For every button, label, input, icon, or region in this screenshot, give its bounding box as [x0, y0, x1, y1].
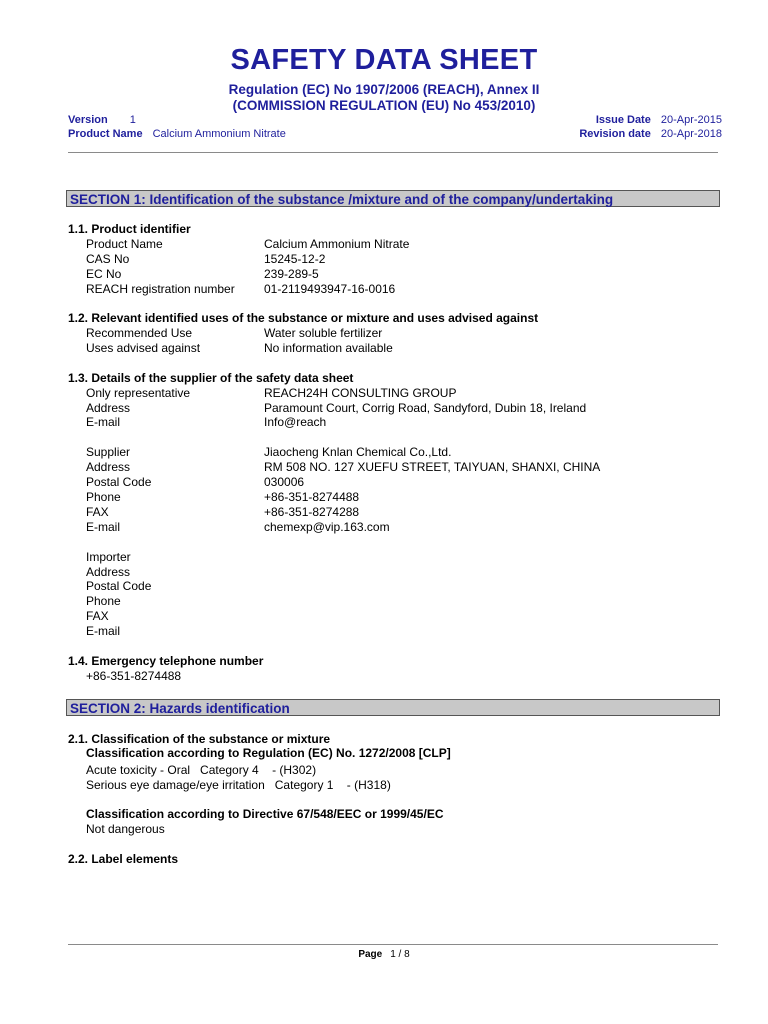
row-label: Phone [86, 594, 121, 608]
clp-heading: Classification according to Regulation (EC) No. 1272/2008 [CLP] [86, 746, 451, 760]
row-label: EC No [86, 267, 122, 281]
product-name-value: Calcium Ammonium Nitrate [152, 128, 286, 140]
row-label: Importer [86, 550, 131, 564]
row-value: chemexp@vip.163.com [264, 520, 390, 534]
issue-date-value: 20-Apr-2015 [660, 114, 722, 126]
page-number: 1 / 8 [390, 949, 410, 960]
row-label: Address [86, 565, 131, 579]
section-1-3-heading: 1.3. Details of the supplier of the safety data sheet [68, 371, 354, 385]
row-label: E-mail [86, 415, 121, 429]
page-label: Page [358, 949, 383, 960]
row-label: Postal Code [86, 475, 152, 489]
row-value: Water soluble fertilizer [264, 326, 383, 340]
row-value: Info@reach [264, 415, 327, 429]
clp-line-1: Acute toxicity - Oral Category 4 - (H302) [86, 763, 317, 777]
row-label: Supplier [86, 445, 131, 459]
section-1-2-heading: 1.2. Relevant identified uses of the substance or mixture and uses advised against [68, 311, 539, 325]
emergency-phone: +86-351-8274488 [86, 669, 182, 683]
revision-date-label: Revision date [579, 128, 651, 140]
row-value: Paramount Court, Corrig Road, Sandyford, Dubin 18, Ireland [264, 401, 587, 415]
revision-date-value: 20-Apr-2018 [660, 128, 722, 140]
section-2-1-heading: 2.1. Classification of the substance or mixture [68, 732, 331, 746]
row-label: REACH registration number [86, 282, 235, 296]
row-value: 15245-12-2 [264, 252, 326, 266]
row-value: REACH24H CONSULTING GROUP [264, 386, 457, 400]
section-1-header: SECTION 1: Identification of the substance /mixture and of the company/undertaking [66, 190, 720, 207]
row-value: 239-289-5 [264, 267, 319, 281]
regulation-line-1: Regulation (EC) No 1907/2006 (REACH), Annex II [228, 82, 540, 97]
row-label: Phone [86, 490, 121, 504]
version-label: Version [68, 114, 108, 126]
row-value: +86-351-8274488 [264, 490, 360, 504]
row-label: Recommended Use [86, 326, 193, 340]
header-divider [68, 152, 718, 153]
row-label: E-mail [86, 520, 121, 534]
row-value: Jiaocheng Knlan Chemical Co.,Ltd. [264, 445, 452, 459]
clp-line-2: Serious eye damage/eye irritation Category 1 - (H318) [86, 778, 391, 792]
footer-divider [68, 944, 718, 945]
issue-date-info [596, 114, 722, 126]
row-value: Calcium Ammonium Nitrate [264, 237, 410, 251]
product-name-label: Product Name [68, 128, 143, 140]
row-label: Only representative [86, 386, 191, 400]
regulation-line-2: (COMMISSION REGULATION (EU) No 453/2010) [232, 98, 536, 113]
version-info [68, 114, 136, 126]
row-value: +86-351-8274288 [264, 505, 360, 519]
section-1-1-heading: 1.1. Product identifier [68, 222, 191, 236]
row-label: Address [86, 460, 131, 474]
row-value: 030006 [264, 475, 305, 489]
revision-date-info [579, 128, 722, 140]
product-name-info [68, 128, 286, 140]
directive-heading: Classification according to Directive 67/548/EEC or 1999/45/EC [86, 807, 444, 821]
section-2-2-heading: 2.2. Label elements [68, 852, 179, 866]
row-label: E-mail [86, 624, 121, 638]
document-title: SAFETY DATA SHEET [230, 44, 538, 76]
row-label: FAX [86, 609, 109, 623]
page-footer [0, 949, 768, 960]
row-label: Uses advised against [86, 341, 201, 355]
directive-value: Not dangerous [86, 822, 165, 836]
row-label: FAX [86, 505, 109, 519]
section-2-header: SECTION 2: Hazards identification [66, 699, 720, 716]
version-value: 1 [129, 114, 136, 126]
issue-date-label: Issue Date [595, 114, 651, 126]
section-1-4-heading: 1.4. Emergency telephone number [68, 654, 264, 668]
row-label: CAS No [86, 252, 130, 266]
row-value: 01-2119493947-16-0016 [264, 282, 396, 296]
row-label: Address [86, 401, 131, 415]
row-value: No information available [264, 341, 393, 355]
row-label: Product Name [86, 237, 163, 251]
row-label: Postal Code [86, 579, 152, 593]
row-value: RM 508 NO. 127 XUEFU STREET, TAIYUAN, SHANXI, CHINA [264, 460, 601, 474]
